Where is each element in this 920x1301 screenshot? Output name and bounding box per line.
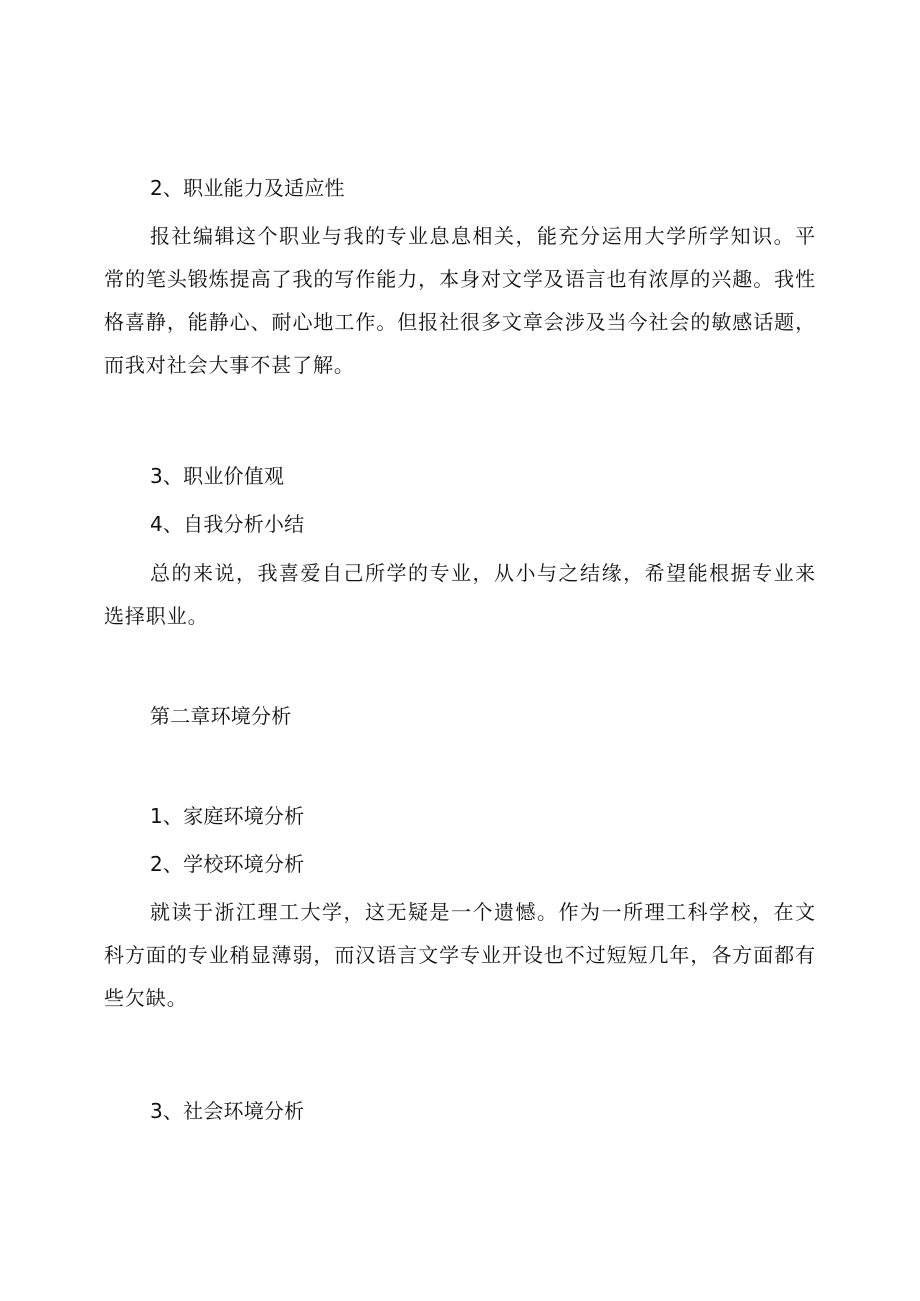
heading-career-values: 3、职业价值观 <box>150 464 285 488</box>
heading-self-summary: 4、自我分析小结 <box>150 512 305 536</box>
paragraph-self-summary: 总的来说，我喜爱自己所学的专业，从小与之结缘，希望能根据专业来选择职业。 <box>104 561 816 628</box>
heading-family-environment: 1、家庭环境分析 <box>150 804 305 828</box>
chapter-two-title: 第二章环境分析 <box>150 704 292 728</box>
heading-social-environment: 3、社会环境分析 <box>150 1099 305 1123</box>
paragraph-career-ability: 报社编辑这个职业与我的专业息息相关，能充分运用大学所学知识。平常的笔头锻炼提高了我的写作能力，本身对文学及语言也有浓厚的兴趣。我性格喜静，能静心、耐心地工作。但报社很多文章会涉及当今社会的敏感话题，而我对社会大事不甚了解。 <box>104 224 816 377</box>
heading-career-ability: 2、职业能力及适应性 <box>150 176 345 200</box>
heading-school-environment: 2、学校环境分析 <box>150 852 305 876</box>
paragraph-school-environment: 就读于浙江理工大学，这无疑是一个遗憾。作为一所理工科学校，在文科方面的专业稍显薄弱，而汉语言文学专业开设也不过短短几年，各方面都有些欠缺。 <box>104 900 816 1010</box>
